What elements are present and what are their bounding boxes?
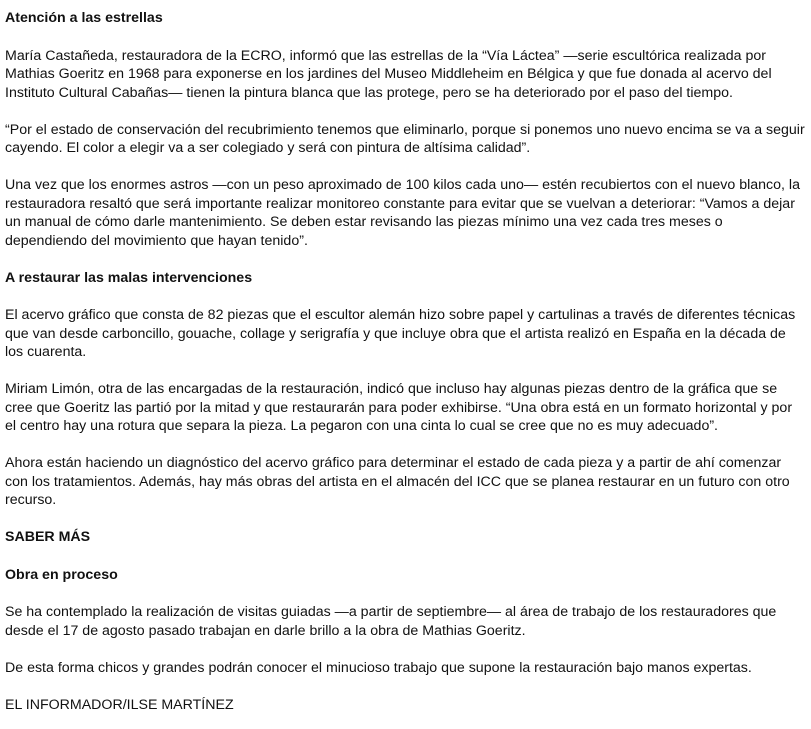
paragraph: El acervo gráfico que consta de 82 piezas que el escultor alemán hizo sobre papel y cartulinas a través de diferentes técnicas que van desde carboncillo, gouache, collage y serigrafía y que incluye obra que el artista realizó en España en la década de los cuarenta. <box>5 307 796 360</box>
paragraph: “Por el estado de conservación del recubrimiento tenemos que eliminarlo, porque si ponemos uno nuevo encima se va a seguir cayendo. El color a elegir va a ser colegiado y será con pintura de altísima calidad”. <box>5 121 805 156</box>
paragraph: Miriam Limón, otra de las encargadas de la restauración, indicó que incluso hay algunas piezas dentro de la gráfica que se cree que Goeritz las partió por la mitad y que restaurarán para poder exhibirse. “Una obra está en un formato horizontal y por el centro hay una rotura que separa la pieza. La pegaron con una cinta lo cual se cree que no es muy adecuado”. <box>5 381 793 434</box>
paragraph: Ahora están haciendo un diagnóstico del acervo gráfico para determinar el estado de cada pieza y a partir de ahí comenzar con los tratamientos. Además, hay más obras del artista en el almacén del ICC que se planea restaurar en un futuro con otro recurso. <box>5 455 790 508</box>
section-heading-saber-mas: SABER MÁS <box>5 529 91 545</box>
paragraph: Se ha contemplado la realización de visitas guiadas —a partir de septiembre— al área de trabajo de los restauradores que desde el 17 de agosto pasado trabajan en darle brillo a la obra de Mathias Goeritz. <box>5 604 777 639</box>
paragraph: María Castañeda, restauradora de la ECRO, informó que las estrellas de la “Vía Láctea” —serie escultórica realizada por Mathias Goeritz en 1968 para exponerse en los jardines del Museo Middleheim en Bélgica y que fue donada al acervo del Instituto Cultural Cabañas— tienen la pintura blanca que las protege, pero se ha deteriorado por el paso del tiempo. <box>5 47 772 101</box>
section-heading-stars: Atención a las estrellas <box>5 10 163 26</box>
paragraph: De esta forma chicos y grandes podrán conocer el minucioso trabajo que supone la restauración bajo manos expertas. <box>5 659 752 676</box>
byline: EL INFORMADOR/ILSE MARTÍNEZ <box>5 696 234 713</box>
paragraph: Una vez que los enormes astros —con un peso aproximado de 100 kilos cada uno— estén recubiertos con el nuevo blanco, la restauradora resaltó que será importante realizar monitoreo constante para evitar que se vuelvan a deteriorar: “Vamos a dejar un manual de cómo darle mantenimiento. Se deben estar revisando las piezas mínimo una vez cada tres meses o dependiendo del movimiento que hayan tenido”. <box>5 177 800 249</box>
section-heading-obra-en-proceso: Obra en proceso <box>5 566 118 583</box>
section-heading-restore: A restaurar las malas intervenciones <box>5 269 253 286</box>
